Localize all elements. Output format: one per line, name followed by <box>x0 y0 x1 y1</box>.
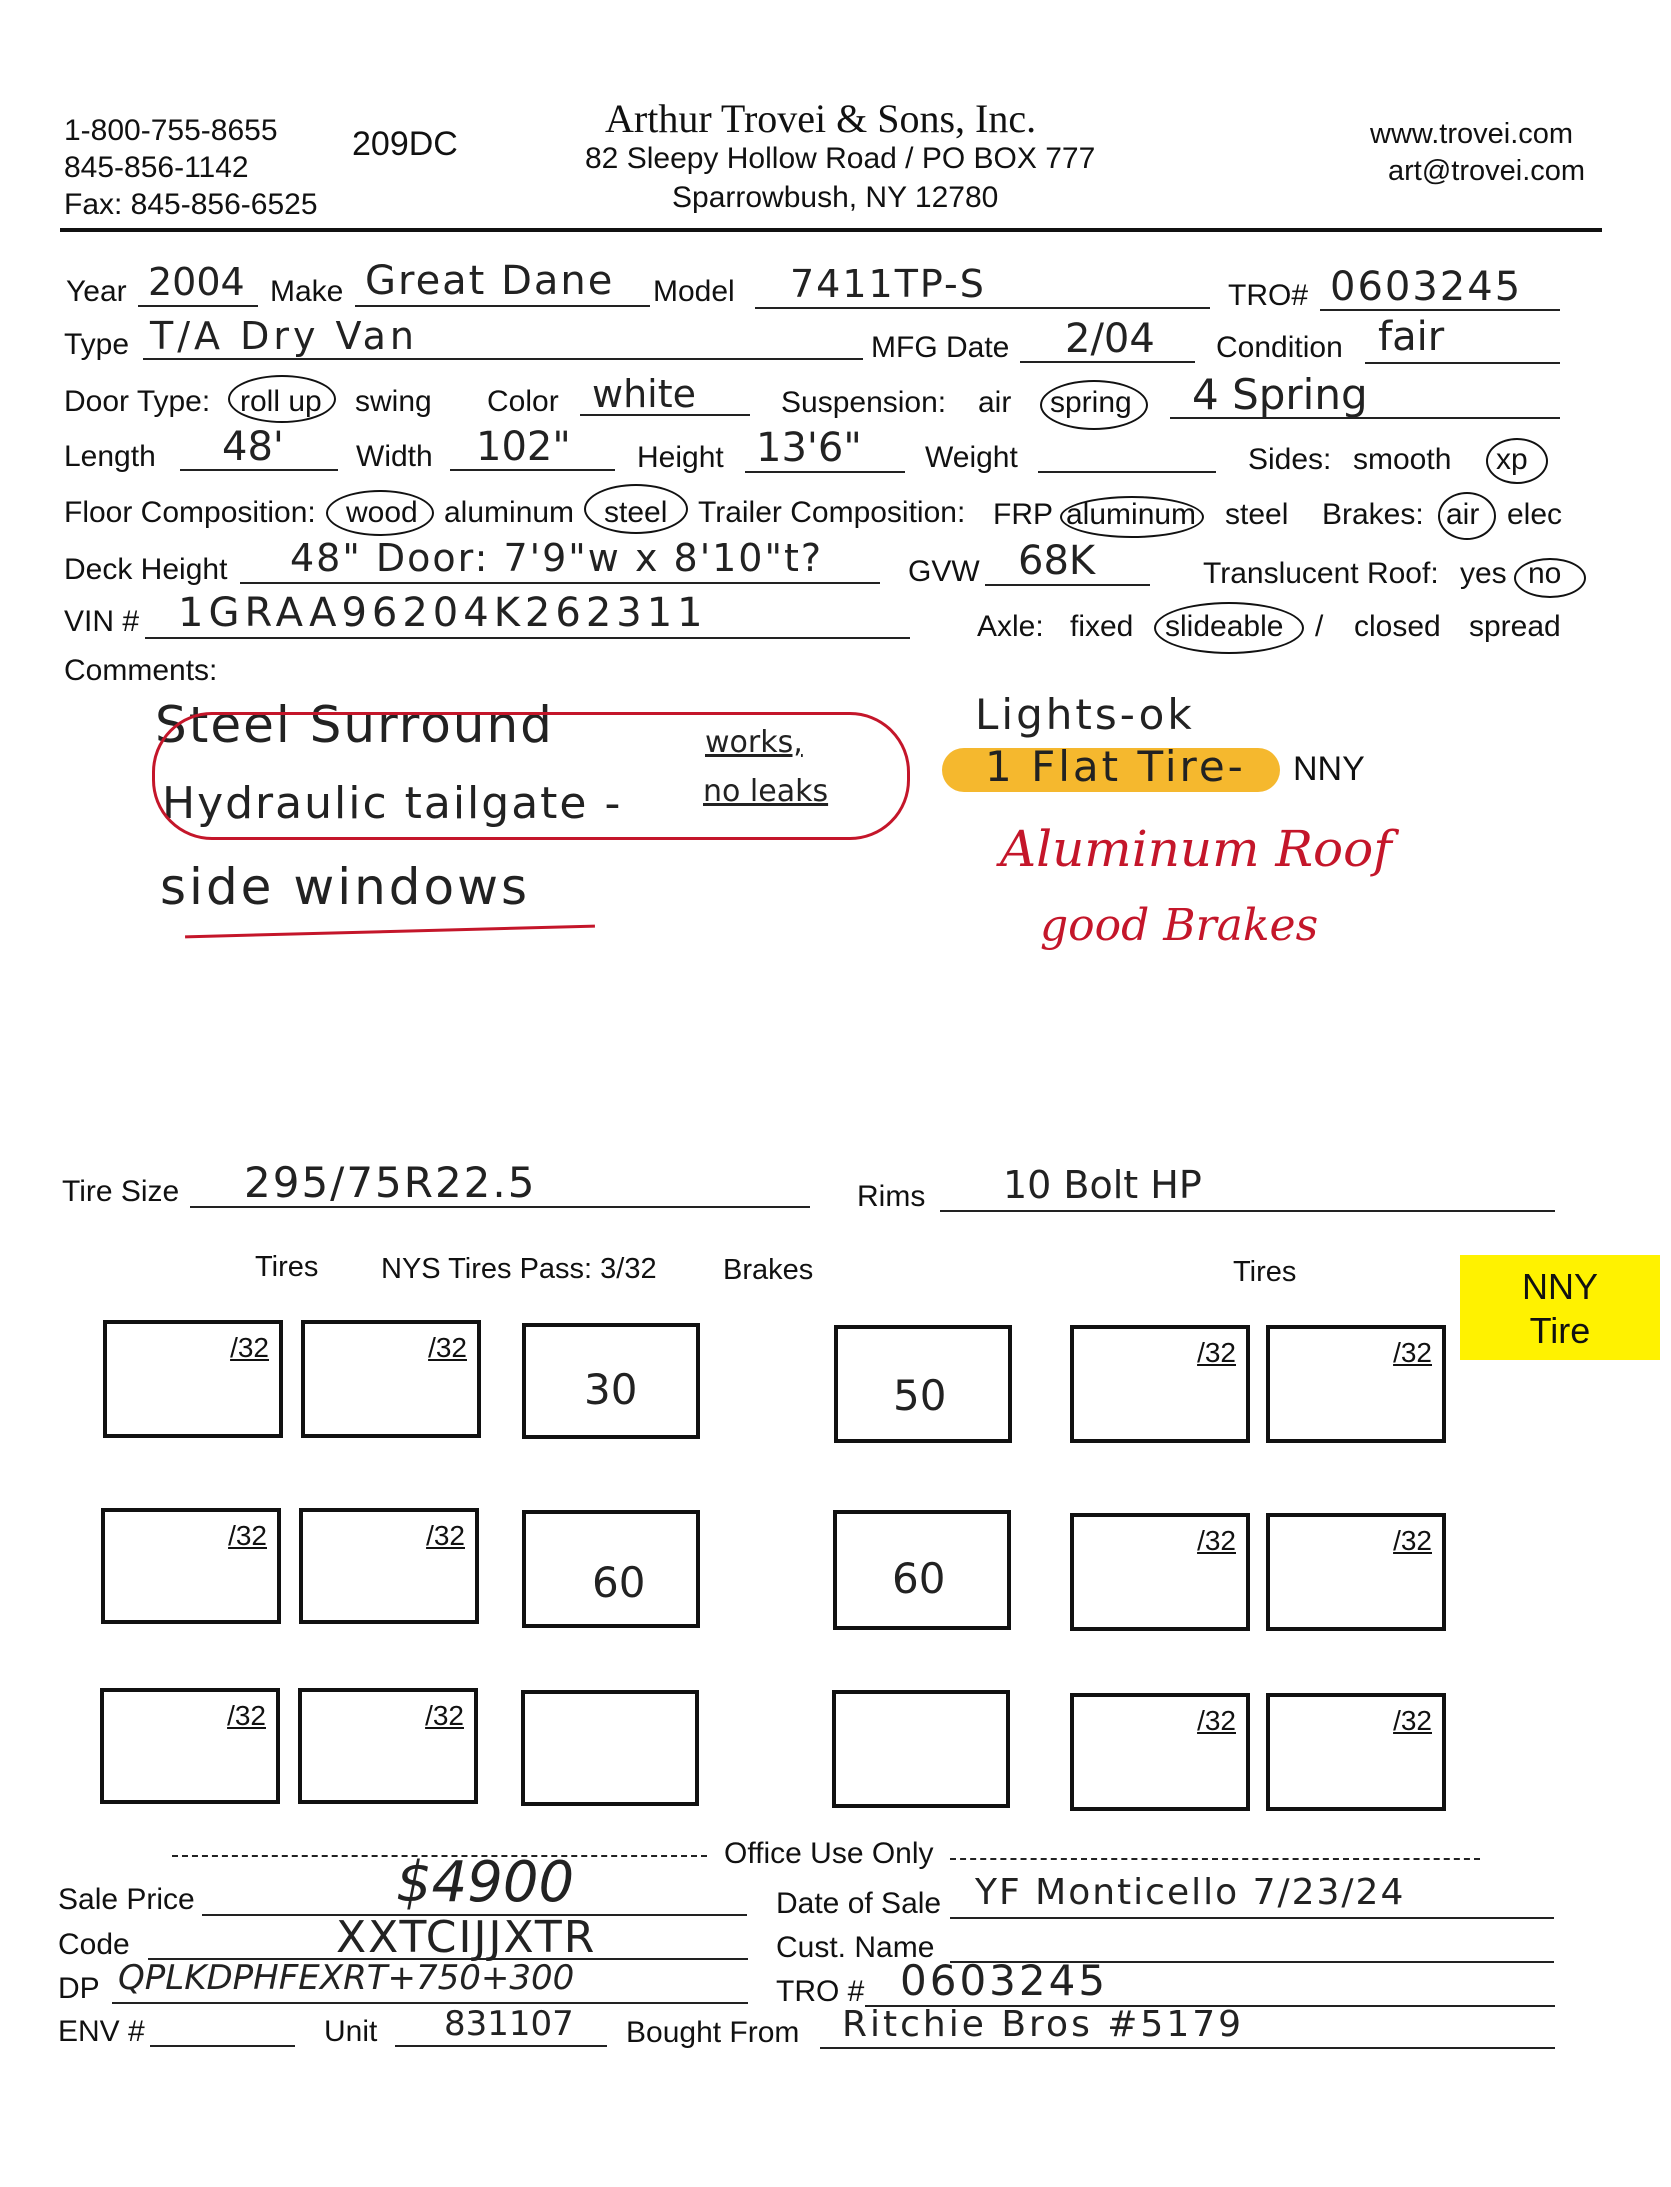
selection-circle <box>584 484 688 534</box>
fraction-label: /32 <box>428 1332 467 1363</box>
brakes-option-air[interactable]: air <box>1446 498 1480 531</box>
brakes-label: Brakes: <box>1322 498 1424 531</box>
env-label: ENV # <box>58 2015 145 2048</box>
fraction-label: /32 <box>228 1520 267 1551</box>
vin-value[interactable]: 1GRAA96204K262311 <box>178 590 708 636</box>
header-rule <box>60 228 1602 232</box>
axle-option-closed[interactable]: closed <box>1354 610 1441 643</box>
tro-label: TRO# <box>1228 279 1309 312</box>
comment-hydraulic-tailgate: Hydraulic tailgate - <box>162 778 623 829</box>
sides-label: Sides: <box>1248 443 1332 476</box>
tire-reading-box[interactable] <box>1070 1693 1250 1811</box>
length-label: Length <box>64 440 156 473</box>
unit-value[interactable]: 831107 <box>444 2004 574 2044</box>
gvw-value[interactable]: 68K <box>1018 538 1096 584</box>
type-value[interactable]: T/A Dry Van <box>150 314 418 358</box>
door-option-swing[interactable]: swing <box>355 385 432 418</box>
tire-reading-box[interactable] <box>101 1508 281 1624</box>
fraction-label: /32 <box>1197 1337 1236 1368</box>
address-line-1: 82 Sleepy Hollow Road / PO BOX 777 <box>585 142 1096 175</box>
company-name: Arthur Trovei & Sons, Inc. <box>605 96 1037 141</box>
tro-value[interactable]: 0603245 <box>1330 264 1523 310</box>
fraction-label: /32 <box>1197 1525 1236 1556</box>
nys-tires-pass-label: NYS Tires Pass: 3/32 <box>381 1253 657 1285</box>
color-value[interactable]: white <box>592 372 696 416</box>
office-tro-label: TRO # <box>776 1975 865 2008</box>
deck-height-label: Deck Height <box>64 553 228 586</box>
phone-line: 845-856-1142 <box>64 151 249 184</box>
tire-reading-box[interactable] <box>103 1320 283 1438</box>
selection-circle <box>1154 602 1304 654</box>
brake-reading-box[interactable] <box>521 1690 699 1806</box>
tire-reading-box[interactable] <box>301 1320 481 1438</box>
height-label: Height <box>637 441 724 474</box>
comment-steel-surround: Steel Surround <box>155 696 554 754</box>
phone-block <box>64 112 318 223</box>
tailgate-note-no-leaks: no leaks <box>703 774 829 809</box>
comment-flat-tire: 1 Flat Tire- <box>985 742 1246 791</box>
make-value[interactable]: Great Dane <box>365 258 615 304</box>
email: art@trovei.com <box>1388 155 1586 187</box>
suspension-note[interactable]: 4 Spring <box>1192 370 1368 419</box>
fraction-label: /32 <box>425 1700 464 1731</box>
cust-name-label: Cust. Name <box>776 1931 935 1964</box>
make-label: Make <box>270 275 344 308</box>
brakes-column-label: Brakes <box>723 1254 814 1286</box>
brake-reading-box[interactable] <box>522 1323 700 1439</box>
condition-value[interactable]: fair <box>1378 314 1445 360</box>
fraction-label: /32 <box>1393 1525 1432 1556</box>
axle-label: Axle: <box>977 610 1044 643</box>
tire-reading-box[interactable] <box>1266 1325 1446 1443</box>
comment-nny: NNY <box>1293 750 1365 788</box>
axle-option-slideable[interactable]: slideable <box>1165 610 1284 643</box>
rims-label: Rims <box>857 1180 926 1213</box>
sale-price-value[interactable]: $4900 <box>396 1850 575 1915</box>
red-circle-annotation <box>152 712 910 840</box>
comment-lights-ok: Lights-ok <box>975 690 1195 739</box>
bought-from-label: Bought From <box>626 2016 800 2049</box>
width-label: Width <box>356 440 433 473</box>
suspension-label: Suspension: <box>781 386 947 419</box>
dp-label: DP <box>58 1972 100 2005</box>
year-label: Year <box>66 275 127 308</box>
trailer-option-frp[interactable]: FRP <box>993 498 1053 531</box>
tire-reading-box[interactable] <box>299 1508 479 1624</box>
sides-option-xp[interactable]: xp <box>1496 443 1528 476</box>
sides-option-smooth[interactable]: smooth <box>1353 443 1452 476</box>
tire-reading-box[interactable] <box>1266 1693 1446 1811</box>
sticky-note <box>1460 1255 1660 1360</box>
selection-circle <box>228 375 336 423</box>
sticky-note-line-2: Tire <box>1529 1310 1591 1351</box>
trailer-option-aluminum[interactable]: aluminum <box>1066 498 1197 531</box>
suspension-option-air[interactable]: air <box>978 386 1012 419</box>
phone-line: 1-800-755-8655 <box>64 114 278 147</box>
fraction-label: /32 <box>426 1520 465 1551</box>
floor-option-wood[interactable]: wood <box>346 496 418 529</box>
brake-value: 30 <box>584 1365 638 1414</box>
condition-label: Condition <box>1216 331 1343 364</box>
rims-value[interactable]: 10 Bolt HP <box>1003 1163 1202 1207</box>
fraction-label: /32 <box>1393 1705 1432 1736</box>
dp-value[interactable]: QPLKDPHFEXRT+750+300 <box>118 1958 575 1998</box>
brake-value: 60 <box>592 1558 646 1607</box>
date-of-sale-label: Date of Sale <box>776 1887 942 1920</box>
unit-label: Unit <box>324 2015 378 2048</box>
office-tro-value[interactable]: 0603245 <box>900 1956 1109 2005</box>
office-use-only-heading: Office Use Only <box>724 1837 934 1870</box>
tire-size-label: Tire Size <box>62 1175 180 1208</box>
translucent-roof-label: Translucent Roof: <box>1203 557 1439 590</box>
right-tires-label: Tires <box>1233 1256 1297 1288</box>
brake-reading-box[interactable] <box>832 1690 1010 1808</box>
comment-side-windows: side windows <box>160 858 531 916</box>
fraction-label: /32 <box>230 1332 269 1363</box>
tire-reading-box[interactable] <box>1070 1325 1250 1443</box>
model-value[interactable]: 7411TP-S <box>790 262 986 306</box>
fraction-label: /32 <box>1197 1705 1236 1736</box>
roof-option-no[interactable]: no <box>1528 557 1562 590</box>
selection-circle <box>1040 380 1148 430</box>
website: www.trovei.com <box>1370 118 1574 150</box>
brake-value: 50 <box>893 1371 947 1420</box>
code-label: Code <box>58 1928 130 1961</box>
bought-from-value[interactable]: Ritchie Bros #5179 <box>842 2004 1245 2045</box>
selection-circle <box>1486 438 1548 484</box>
width-value[interactable]: 102" <box>476 424 571 470</box>
comments-label: Comments: <box>64 654 218 687</box>
year-value[interactable]: 2004 <box>148 260 245 304</box>
tailgate-note-works: works, <box>705 725 803 760</box>
weight-label: Weight <box>925 441 1018 474</box>
axle-option-spread[interactable]: spread <box>1469 610 1561 643</box>
length-value[interactable]: 48' <box>222 424 284 470</box>
selection-circle <box>1438 492 1496 540</box>
sticky-note-line-1: NNY <box>1521 1266 1598 1307</box>
fax-line: Fax: 845-856-6525 <box>64 188 318 221</box>
mfg-date-value[interactable]: 2/04 <box>1065 316 1155 362</box>
tire-reading-box[interactable] <box>1070 1513 1250 1631</box>
form-code: 209DC <box>352 125 458 163</box>
comment-good-brakes: good Brakes <box>1040 900 1319 951</box>
office-divider-right <box>950 1858 1480 1860</box>
selection-circle <box>1514 558 1586 598</box>
floor-option-steel[interactable]: steel <box>604 496 668 529</box>
trailer-comp-label: Trailer Composition: <box>698 496 966 529</box>
height-value[interactable]: 13'6" <box>756 425 862 471</box>
brake-value: 60 <box>892 1554 946 1603</box>
tire-reading-box[interactable] <box>1266 1513 1446 1631</box>
vin-label: VIN # <box>64 605 140 638</box>
date-of-sale-value[interactable]: YF Monticello 7/23/24 <box>975 1872 1406 1913</box>
color-label: Color <box>487 385 559 418</box>
comment-aluminum-roof: Aluminum Roof <box>1000 820 1392 878</box>
door-option-roll-up[interactable]: roll up <box>240 385 322 418</box>
fraction-label: /32 <box>227 1700 266 1731</box>
brake-reading-box[interactable] <box>834 1325 1012 1443</box>
gvw-label: GVW <box>908 555 980 588</box>
brake-reading-box[interactable] <box>522 1510 700 1628</box>
trailer-option-steel[interactable]: steel <box>1225 498 1289 531</box>
fraction-label: /32 <box>1393 1337 1432 1368</box>
floor-label: Floor Composition: <box>64 496 316 529</box>
brake-reading-box[interactable] <box>833 1510 1011 1630</box>
tire-reading-box[interactable] <box>298 1688 478 1804</box>
axle-option-fixed[interactable]: fixed <box>1070 610 1134 643</box>
roof-option-yes[interactable]: yes <box>1460 557 1507 590</box>
red-underline <box>185 925 595 939</box>
axle-separator: / <box>1315 610 1324 643</box>
type-label: Type <box>64 328 130 361</box>
suspension-option-spring[interactable]: spring <box>1050 386 1132 419</box>
mfg-date-label: MFG Date <box>871 331 1010 364</box>
floor-option-aluminum[interactable]: aluminum <box>444 496 575 529</box>
model-label: Model <box>653 275 735 308</box>
tire-reading-box[interactable] <box>100 1688 280 1804</box>
deck-height-value[interactable]: 48" Door: 7'9"w x 8'10"t? <box>290 536 824 580</box>
door-type-label: Door Type: <box>64 385 211 418</box>
sale-price-label: Sale Price <box>58 1883 195 1916</box>
code-value[interactable]: XXTCIJJXTR <box>336 1912 597 1963</box>
selection-circle <box>326 490 434 536</box>
tire-size-value[interactable]: 295/75R22.5 <box>244 1158 537 1207</box>
brakes-option-elec[interactable]: elec <box>1507 498 1563 531</box>
selection-circle <box>1060 496 1204 538</box>
left-tires-label: Tires <box>255 1251 319 1283</box>
address-line-2: Sparrowbush, NY 12780 <box>672 181 999 214</box>
